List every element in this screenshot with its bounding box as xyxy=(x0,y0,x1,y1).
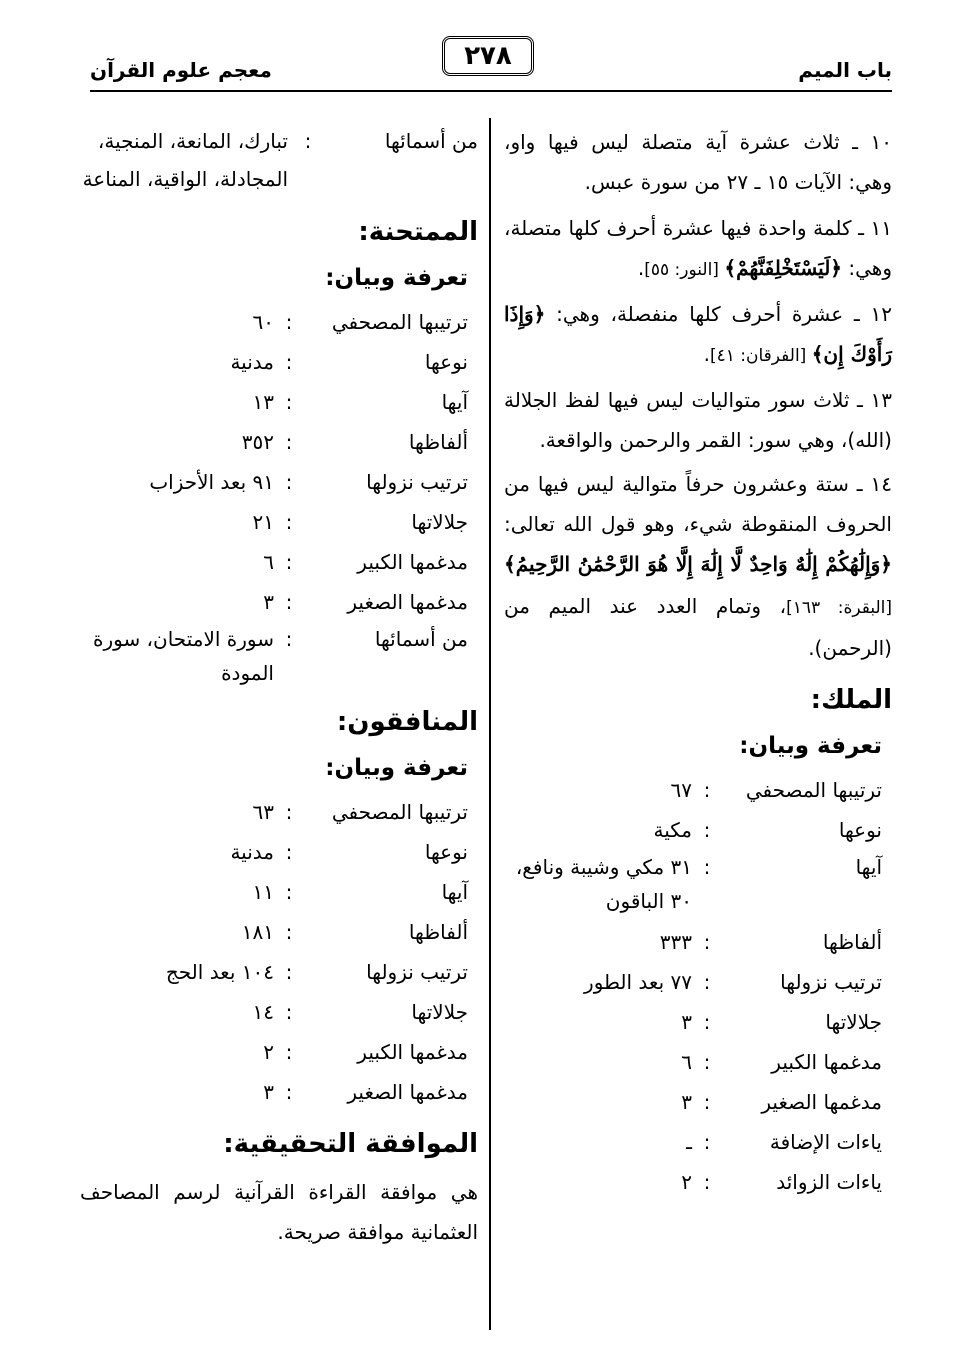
info-value: مدنية xyxy=(230,840,274,864)
paragraph-13: ١٣ ـ ثلاث سور متواليات ليس فيها لفظ الجلالة (الله)، وهي سور: القمر والرحمن والواقعة. xyxy=(504,388,892,452)
info-separator: : xyxy=(285,550,293,574)
info-value: ٣٥٢ xyxy=(241,430,274,454)
section-title-munafiqun: المنافقون: xyxy=(336,707,478,737)
info-label: مدغمها الصغير xyxy=(347,590,468,614)
paragraph-14 xyxy=(504,464,892,668)
section-title-mulk: الملك: xyxy=(810,685,892,715)
info-separator: : xyxy=(285,590,293,614)
info-row xyxy=(504,1002,882,1042)
info-label: جلالاتها xyxy=(411,510,468,534)
info-separator: : xyxy=(285,430,293,454)
paragraph-end: . xyxy=(703,342,710,366)
info-row xyxy=(80,912,468,952)
info-label: ترتيب نزولها xyxy=(366,960,468,984)
info-label: من أسمائها xyxy=(384,129,478,153)
info-label: نوعها xyxy=(424,350,468,374)
info-separator: : xyxy=(285,310,293,334)
info-value: ٦٠ xyxy=(252,310,274,334)
info-value: ١٠٤ بعد الحج xyxy=(165,960,274,984)
info-label: ياءات الزوائد xyxy=(776,1170,882,1194)
info-separator: : xyxy=(285,1000,293,1024)
column-divider xyxy=(489,118,491,1330)
info-row xyxy=(80,952,468,992)
page-header xyxy=(90,30,892,96)
info-label: آيها xyxy=(441,390,468,414)
info-separator: : xyxy=(703,818,711,842)
info-value: ٢١ xyxy=(252,510,274,534)
info-row xyxy=(80,342,468,382)
paragraph-10: ١٠ ـ ثلاث عشرة آية متصلة ليس فيها واو، وهي: الآيات ١٥ ـ ٢٧ من سورة عبس. xyxy=(504,130,892,194)
info-row xyxy=(80,582,468,622)
quran-verse: ﴿وَإِلَٰهُكُمْ إِلَٰهٌ وَاحِدٌ لَّا إِلَٰهَ إِلَّا هُوَ الرَّحْمَٰنُ الرَّحِيمُ﴾ xyxy=(504,552,892,576)
info-separator: : xyxy=(285,470,293,494)
info-row xyxy=(504,850,882,918)
section-subtitle: تعرفة وبيان: xyxy=(325,265,468,291)
info-value: ٦٣ xyxy=(252,800,274,824)
info-row xyxy=(80,382,468,422)
info-row xyxy=(504,1042,882,1082)
quran-verse: ﴿وَإِذَا رَأَوْكَ إِن﴾ xyxy=(504,302,892,366)
info-separator: : xyxy=(285,960,293,984)
info-separator: : xyxy=(304,129,312,153)
info-row xyxy=(80,542,468,582)
info-label: ترتيب نزولها xyxy=(780,970,882,994)
info-label: نوعها xyxy=(424,840,468,864)
info-label: آيها xyxy=(441,880,468,904)
info-separator: : xyxy=(285,920,293,944)
info-separator: : xyxy=(703,855,711,879)
info-label: ترتيبها المصحفي xyxy=(745,778,882,802)
info-value: تبارك، المانعة، المنجية، المجادلة، الواقية، المناعة xyxy=(82,129,288,191)
info-row xyxy=(504,810,882,850)
info-value: ١٤ xyxy=(252,1000,274,1024)
info-separator: : xyxy=(285,800,293,824)
header-divider xyxy=(90,90,892,92)
info-separator: : xyxy=(703,930,711,954)
info-row xyxy=(504,1122,882,1162)
info-value: ٣ xyxy=(263,590,274,614)
info-label: ترتيب نزولها xyxy=(366,470,468,494)
info-separator: : xyxy=(703,778,711,802)
info-value: ٦ xyxy=(681,1050,692,1074)
info-row xyxy=(80,832,468,872)
info-separator: : xyxy=(285,1080,293,1104)
verse-reference: [الفرقان: ٤١] xyxy=(709,346,812,366)
page-number: ٢٧٨ xyxy=(442,36,534,76)
info-separator: : xyxy=(285,350,293,374)
info-label: من أسمائها xyxy=(374,627,468,651)
paragraph-end: ، وتمام العدد عند الميم من (الرحمن). xyxy=(504,594,892,660)
info-label: جلالاتها xyxy=(411,1000,468,1024)
info-separator: : xyxy=(703,1090,711,1114)
info-value: سورة الامتحان، سورة المودة xyxy=(92,627,274,685)
verse-reference: [البقرة: ١٦٣] xyxy=(786,598,893,618)
info-row xyxy=(504,962,882,1002)
info-label: ألفاظها xyxy=(408,920,468,944)
left-column xyxy=(80,122,478,1256)
chapter-title: باب الميم xyxy=(798,58,892,82)
definition-text: هي موافقة القراءة القرآنية لرسم المصاحف العثمانية موافقة صريحة. xyxy=(80,1180,478,1244)
info-value: ١٨١ xyxy=(241,920,274,944)
verse-reference: [النور: ٥٥] xyxy=(644,260,725,280)
info-separator: : xyxy=(285,880,293,904)
info-row xyxy=(80,1032,468,1072)
info-separator: : xyxy=(703,970,711,994)
info-row xyxy=(80,872,468,912)
info-separator: : xyxy=(703,1010,711,1034)
info-value: ٣ xyxy=(263,1080,274,1104)
info-label: مدغمها الكبير xyxy=(771,1050,882,1074)
info-separator: : xyxy=(703,1170,711,1194)
paragraph-12 xyxy=(504,294,892,376)
info-value: ـ xyxy=(686,1130,692,1154)
info-value: ١٣ xyxy=(252,390,274,414)
info-row xyxy=(80,462,468,502)
info-value: مدنية xyxy=(230,350,274,374)
info-label: آيها xyxy=(855,855,882,879)
info-label: ترتيبها المصحفي xyxy=(331,310,468,334)
info-row xyxy=(80,792,468,832)
info-value: ٩١ بعد الأحزاب xyxy=(149,470,274,494)
info-row xyxy=(80,1072,468,1112)
section-title-mumtahanah: الممتحنة: xyxy=(358,217,478,247)
info-value: ٣ xyxy=(681,1010,692,1034)
info-row xyxy=(80,992,468,1032)
info-value: ٣١ مكي وشيبة ونافع، ٣٠ الباقون xyxy=(515,855,692,913)
paragraph-text: ١٢ ـ عشرة أحرف كلها منفصلة، وهي: xyxy=(545,302,892,326)
info-row xyxy=(80,122,478,198)
info-value: ٢ xyxy=(263,1040,274,1064)
info-value: مكية xyxy=(653,818,692,842)
info-separator: : xyxy=(285,627,293,651)
section-title-muwafaqa: الموافقة التحقيقية: xyxy=(223,1129,478,1159)
info-row xyxy=(504,1162,882,1202)
info-row xyxy=(504,922,882,962)
paragraph-11 xyxy=(504,208,892,290)
info-value: ٢ xyxy=(681,1170,692,1194)
info-row xyxy=(504,770,882,810)
quran-verse: ﴿لَيَسْتَخْلِفَنَّهُمْ﴾ xyxy=(724,256,843,280)
info-value: ١١ xyxy=(252,880,274,904)
info-row xyxy=(80,622,468,690)
info-label: ياءات الإضافة xyxy=(769,1130,882,1154)
info-separator: : xyxy=(285,510,293,534)
info-value: ٦ xyxy=(263,550,274,574)
info-row xyxy=(80,422,468,462)
info-row xyxy=(80,302,468,342)
book-title: معجم علوم القرآن xyxy=(90,58,272,82)
paragraph-text: ١١ ـ كلمة واحدة فيها عشرة أحرف كلها متصلة، وهي: xyxy=(504,216,892,280)
info-separator: : xyxy=(703,1050,711,1074)
section-subtitle: تعرفة وبيان: xyxy=(739,733,882,759)
info-value: ٧٧ بعد الطور xyxy=(584,970,692,994)
info-label: ألفاظها xyxy=(408,430,468,454)
right-column xyxy=(504,122,892,1202)
info-label: مدغمها الصغير xyxy=(347,1080,468,1104)
info-separator: : xyxy=(703,1130,711,1154)
info-label: ألفاظها xyxy=(822,930,882,954)
info-value: ٦٧ xyxy=(670,778,692,802)
info-separator: : xyxy=(285,1040,293,1064)
info-label: نوعها xyxy=(838,818,882,842)
info-value: ٣ xyxy=(681,1090,692,1114)
info-separator: : xyxy=(285,840,293,864)
info-value: ٣٣٣ xyxy=(659,930,692,954)
info-row xyxy=(80,502,468,542)
info-separator: : xyxy=(285,390,293,414)
paragraph-text: ١٤ ـ ستة وعشرون حرفاً متوالية ليس فيها من الحروف المنقوطة شيء، وهو قول الله تعالى: xyxy=(504,472,892,536)
paragraph-end: . xyxy=(637,256,645,280)
info-label: مدغمها الكبير xyxy=(357,1040,468,1064)
info-label: مدغمها الصغير xyxy=(761,1090,882,1114)
info-label: جلالاتها xyxy=(825,1010,882,1034)
section-subtitle: تعرفة وبيان: xyxy=(325,755,468,781)
info-label: ترتيبها المصحفي xyxy=(331,800,468,824)
info-row xyxy=(504,1082,882,1122)
info-label: مدغمها الكبير xyxy=(357,550,468,574)
